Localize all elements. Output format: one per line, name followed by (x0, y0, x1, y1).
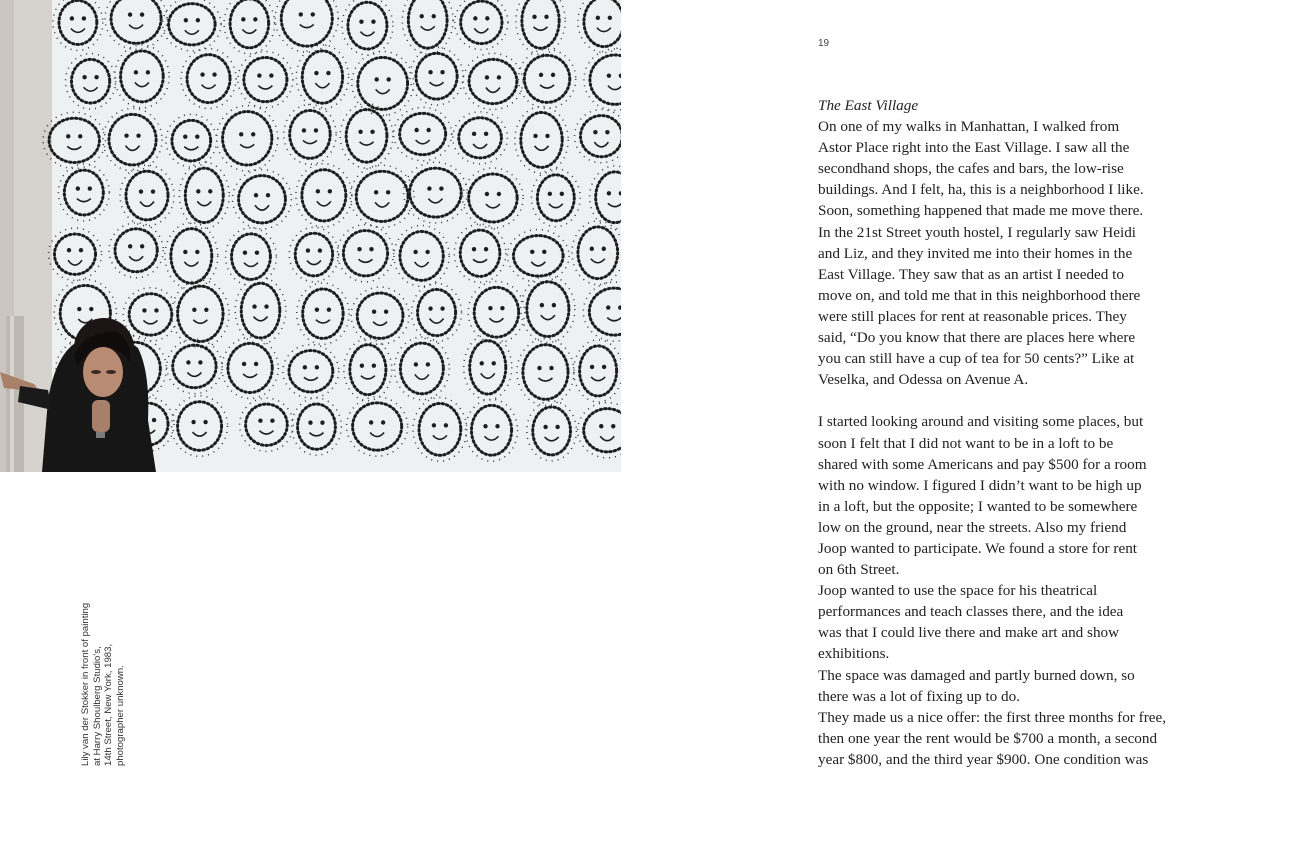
text-line: shared with some Americans and pay $500 for a room (818, 455, 1147, 473)
caption-line: photographer unknown. (114, 665, 126, 766)
text-line: Joop wanted to use the space for his theatrical (818, 582, 1098, 600)
text-line: you can still have a cup of tea for 50 cents?” Like at (818, 350, 1135, 368)
text-line: Veselka, and Odessa on Avenue A. (818, 371, 1029, 389)
caption-line: Lily van der Stokker in front of painting (80, 602, 91, 766)
text-line: were still places for rent at reasonable prices. They (818, 307, 1127, 325)
text-line: On one of my walks in Manhattan, I walked from (818, 118, 1120, 136)
text-line: I started looking around and visiting some places, but (818, 413, 1144, 431)
text-line: with no window. I figured I didn’t want to be high up (818, 476, 1142, 494)
text-line: move on, and told me that in this neighborhood there (818, 286, 1141, 304)
text-line: and Liz, and they invited me into their homes in the (818, 244, 1133, 262)
text-line: then one year the rent would be $700 a month, a second (818, 729, 1158, 747)
text-line: performances and teach classes there, and the idea (818, 603, 1124, 621)
text-line: Joop wanted to participate. We found a store for rent (818, 539, 1138, 557)
doodle-painting-image (0, 0, 621, 472)
text-line: there was a lot of fixing up to do. (818, 687, 1021, 705)
text-line: Soon, something happened that made me move there. (818, 202, 1144, 220)
text-line: exhibitions. (818, 645, 890, 663)
essay-text (818, 95, 1198, 770)
text-line: East Village. They saw that as an artist I needed to (818, 265, 1124, 283)
text-line: in a loft, but the opposite; I wanted to be somewhere (818, 497, 1138, 515)
text-line: soon I felt that I did not want to be in a loft to be (818, 434, 1114, 452)
page-number: 19 (818, 38, 830, 49)
caption-line: 14th Street, New York, 1983, (103, 643, 115, 766)
photo-caption (80, 594, 130, 766)
text-line: said, “Do you know that there are places here where (818, 329, 1136, 347)
paragraph-2 (818, 411, 1198, 770)
text-line: secondhand shops, the cafes and bars, the low-rise (818, 160, 1124, 178)
caption-line: at Harry Shoulberg Studio's, (91, 646, 103, 766)
text-line: They made us a nice offer: the first three months for free, (818, 708, 1167, 726)
artwork-photo (0, 0, 621, 472)
section-heading: The East Village (818, 97, 919, 114)
text-line: In the 21st Street youth hostel, I regularly saw Heidi (818, 223, 1137, 241)
paragraph-1 (818, 116, 1198, 390)
text-line: low on the ground, near the streets. Also my friend (818, 518, 1127, 536)
text-line: The space was damaged and partly burned down, so (818, 666, 1135, 684)
text-line: buildings. And I felt, ha, this is a neighborhood I like. (818, 181, 1144, 199)
text-line: on 6th Street. (818, 561, 900, 579)
text-line: Astor Place right into the East Village. I saw all the (818, 139, 1130, 157)
text-line: year $800, and the third year $900. One condition was (818, 750, 1149, 768)
text-line: was that I could live there and make art and show (818, 624, 1120, 642)
